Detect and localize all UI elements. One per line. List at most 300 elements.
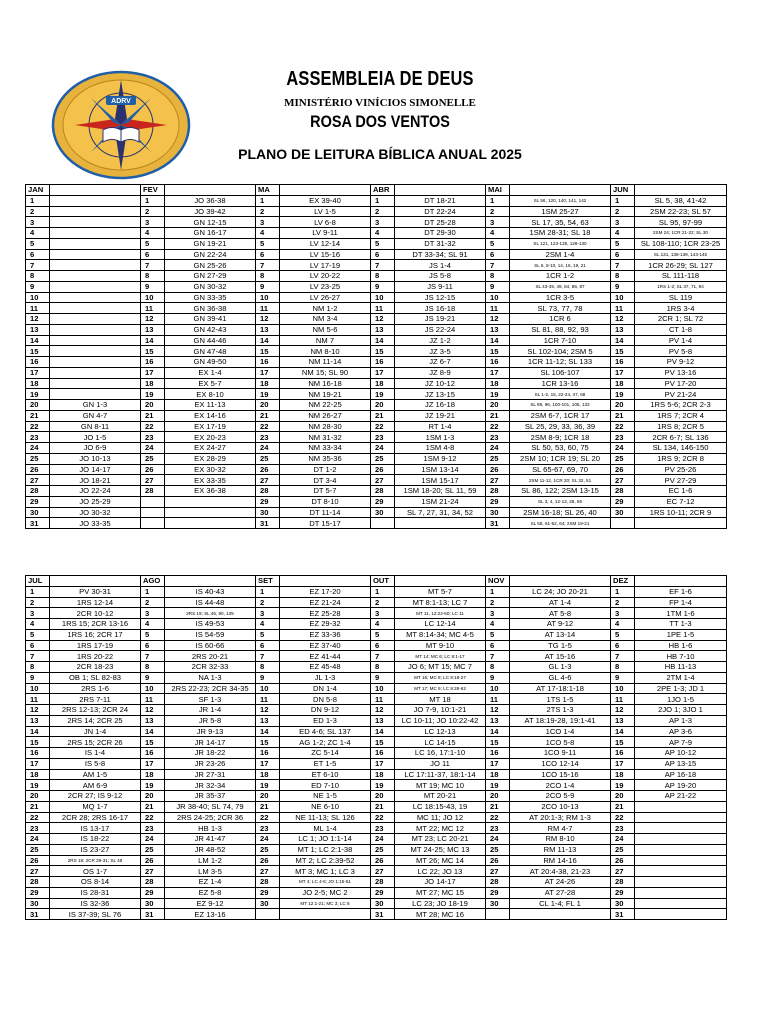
day-number-cell: 28	[26, 486, 50, 497]
table-row	[26, 737, 727, 748]
month-header: JAN	[26, 185, 50, 196]
reading-cell: GN 8-11	[50, 421, 141, 432]
table-row	[26, 855, 727, 866]
reading-cell: 2PE 1-3; JD 1	[635, 683, 727, 694]
day-number-cell: 28	[256, 486, 280, 497]
reading-cell: 2RS 1-6	[50, 683, 141, 694]
reading-cell: JO 33-35	[50, 518, 141, 529]
day-number-cell: 5	[26, 238, 50, 249]
day-number-cell: 29	[371, 887, 395, 898]
reading-cell	[50, 314, 141, 325]
day-number-cell: 29	[141, 887, 165, 898]
day-number-cell: 24	[256, 834, 280, 845]
table-row	[26, 769, 727, 780]
table-row	[26, 812, 727, 823]
day-number-cell: 26	[611, 464, 635, 475]
month-header-blank	[510, 185, 611, 196]
reading-cell: NM 31-32	[280, 432, 371, 443]
reading-cell: 2RS 19; SL 46, 80, 135	[165, 608, 256, 619]
table-row	[26, 367, 727, 378]
day-number-cell: 6	[486, 640, 510, 651]
day-number-cell: 8	[26, 271, 50, 282]
day-number-cell: 13	[26, 324, 50, 335]
reading-cell: GN 42-43	[165, 324, 256, 335]
day-number-cell: 27	[486, 866, 510, 877]
reading-cell: PV 13-16	[635, 367, 727, 378]
table-row	[26, 683, 727, 694]
day-number-cell: 23	[611, 823, 635, 834]
day-number-cell: 23	[141, 823, 165, 834]
day-number-cell: 26	[371, 464, 395, 475]
reading-cell: DT 3-4	[280, 475, 371, 486]
reading-cell: JO 39-42	[165, 206, 256, 217]
reading-cell: 2RS 24-25; 2CR 36	[165, 812, 256, 823]
day-number-cell: 25	[26, 844, 50, 855]
reading-cell: EX 20-23	[165, 432, 256, 443]
reading-cell: MT 3; MC 1; LC 3	[280, 866, 371, 877]
reading-table-first-semester	[25, 184, 727, 529]
reading-cell: DT 1-2	[280, 464, 371, 475]
day-number-cell: 14	[26, 335, 50, 346]
reading-cell: 1TM 1-6	[635, 608, 727, 619]
reading-cell: IS 49-53	[165, 619, 256, 630]
day-number-cell: 24	[26, 443, 50, 454]
reading-cell: LC 24; JO 20-21	[510, 586, 611, 597]
day-number-cell: 19	[371, 780, 395, 791]
day-number-cell: 27	[371, 475, 395, 486]
reading-cell: EZ 37-40	[280, 640, 371, 651]
day-number-cell: 5	[611, 238, 635, 249]
table-row	[26, 629, 727, 640]
reading-cell: LC 16, 17:1-10	[395, 748, 486, 759]
reading-cell: MT 8:1-13; LC 7	[395, 597, 486, 608]
day-number-cell: 12	[611, 705, 635, 716]
month-header: SET	[256, 576, 280, 587]
reading-cell: 2TS 1-3	[510, 705, 611, 716]
day-number-cell: 25	[141, 844, 165, 855]
reading-cell: EX 39-40	[280, 195, 371, 206]
month-header-blank	[635, 576, 727, 587]
day-number-cell: 8	[486, 271, 510, 282]
day-number-cell: 20	[611, 400, 635, 411]
table-row	[26, 464, 727, 475]
day-number-cell: 28	[486, 486, 510, 497]
day-number-cell: 17	[611, 758, 635, 769]
day-number-cell: 28	[611, 486, 635, 497]
reading-cell: MT 12:1-21; MC 3; LC 6	[280, 898, 371, 909]
day-number-cell: 9	[256, 672, 280, 683]
day-number-cell: 6	[371, 640, 395, 651]
day-number-cell: 30	[611, 898, 635, 909]
reading-cell: 2SM 22-23; SL 57	[635, 206, 727, 217]
reading-cell: EX 11-13	[165, 400, 256, 411]
reading-cell: GN 16-17	[165, 228, 256, 239]
table-row	[26, 887, 727, 898]
reading-cell: JO 30-32	[50, 507, 141, 518]
day-number-cell: 20	[611, 791, 635, 802]
reading-cell: TT 1-3	[635, 619, 727, 630]
day-number-cell	[141, 496, 165, 507]
reading-cell: LV 12-14	[280, 238, 371, 249]
reading-cell: GN 12-15	[165, 217, 256, 228]
day-number-cell: 26	[141, 855, 165, 866]
reading-cell: GN 30-32	[165, 281, 256, 292]
reading-cell: JZ 16-18	[395, 400, 486, 411]
table-row	[26, 877, 727, 888]
day-number-cell: 3	[141, 217, 165, 228]
day-number-cell: 15	[486, 737, 510, 748]
reading-cell: 2CO 10-13	[510, 801, 611, 812]
month-header-blank	[635, 185, 727, 196]
table-row	[26, 249, 727, 260]
reading-cell: SL 95, 97-99	[635, 217, 727, 228]
reading-cell: 1RS 3-4	[635, 303, 727, 314]
reading-cell: PV 5-8	[635, 346, 727, 357]
day-number-cell: 9	[26, 672, 50, 683]
reading-cell: LM 1-2	[165, 855, 256, 866]
reading-cell: EZ 25-28	[280, 608, 371, 619]
day-number-cell: 16	[26, 748, 50, 759]
reading-cell: SL 3, 4, 12-13, 28, 55	[510, 496, 611, 507]
day-number-cell: 12	[141, 705, 165, 716]
day-number-cell: 15	[611, 737, 635, 748]
reading-cell: 1SM 13-14	[395, 464, 486, 475]
reading-cell: ZC 5-14	[280, 748, 371, 759]
reading-cell: JO 6-9	[50, 443, 141, 454]
day-number-cell: 13	[486, 324, 510, 335]
reading-cell: 1SM 18-20; SL 11, 59	[395, 486, 486, 497]
reading-cell: 2SM 10; 1CR 19; SL 20	[510, 453, 611, 464]
reading-cell: 1CO 5-8	[510, 737, 611, 748]
day-number-cell: 25	[26, 453, 50, 464]
reading-cell: IS 32-36	[50, 898, 141, 909]
day-number-cell: 16	[256, 748, 280, 759]
day-number-cell: 22	[371, 421, 395, 432]
reading-cell: LC 12-14	[395, 619, 486, 630]
day-number-cell: 28	[371, 877, 395, 888]
day-number-cell: 23	[486, 432, 510, 443]
day-number-cell: 14	[611, 726, 635, 737]
reading-cell: AT 18:19-28, 19:1-41	[510, 715, 611, 726]
day-number-cell: 2	[256, 597, 280, 608]
table-row	[26, 672, 727, 683]
reading-cell: IS 54-59	[165, 629, 256, 640]
reading-cell: GN 44-46	[165, 335, 256, 346]
table-row	[26, 801, 727, 812]
reading-cell: JZ 8-9	[395, 367, 486, 378]
day-number-cell: 15	[256, 737, 280, 748]
reading-cell: LV 26-27	[280, 292, 371, 303]
reading-cell: JO 6; MT 15; MC 7	[395, 662, 486, 673]
day-number-cell: 14	[611, 335, 635, 346]
day-number-cell: 11	[256, 303, 280, 314]
reading-cell: 1CR 13-16	[510, 378, 611, 389]
day-number-cell: 5	[371, 238, 395, 249]
reading-cell: DT 5-7	[280, 486, 371, 497]
day-number-cell: 29	[256, 496, 280, 507]
reading-cell: NM 35-36	[280, 453, 371, 464]
reading-cell: SL 6, 8-10, 14, 16, 19, 21	[510, 260, 611, 271]
reading-cell	[635, 898, 727, 909]
reading-cell: 2CO 5-9	[510, 791, 611, 802]
reading-cell: SL 43-45, 49, 84, 85, 87	[510, 281, 611, 292]
day-number-cell: 14	[141, 335, 165, 346]
day-number-cell: 9	[486, 281, 510, 292]
reading-cell: JO 11	[395, 758, 486, 769]
day-number-cell: 3	[256, 217, 280, 228]
table-row	[26, 335, 727, 346]
day-number-cell: 18	[611, 378, 635, 389]
reading-cell: JS 9-11	[395, 281, 486, 292]
table-row	[26, 518, 727, 529]
reading-cell: NM 26-27	[280, 410, 371, 421]
reading-cell: SL 5, 38, 41-42	[635, 195, 727, 206]
month-header-blank	[280, 185, 371, 196]
day-number-cell: 26	[26, 464, 50, 475]
day-number-cell: 20	[256, 400, 280, 411]
reading-cell: JS 12-15	[395, 292, 486, 303]
reading-cell: EX 36-38	[165, 486, 256, 497]
reading-cell: NM 28-30	[280, 421, 371, 432]
day-number-cell: 21	[371, 801, 395, 812]
day-number-cell	[371, 518, 395, 529]
reading-cell: NM 16-18	[280, 378, 371, 389]
day-number-cell: 31	[256, 518, 280, 529]
reading-cell: OS 8-14	[50, 877, 141, 888]
day-number-cell: 14	[26, 726, 50, 737]
table-row	[26, 780, 727, 791]
day-number-cell: 15	[371, 737, 395, 748]
day-number-cell: 18	[26, 378, 50, 389]
day-number-cell: 10	[26, 683, 50, 694]
day-number-cell: 14	[256, 335, 280, 346]
reading-cell: GN 25-26	[165, 260, 256, 271]
day-number-cell: 12	[371, 705, 395, 716]
reading-cell: EZ 1-4	[165, 877, 256, 888]
month-header: MAI	[486, 185, 510, 196]
reading-cell: JO 1-5	[50, 432, 141, 443]
reading-cell: DT 11-14	[280, 507, 371, 518]
reading-cell: PV 25-26	[635, 464, 727, 475]
table-row	[26, 443, 727, 454]
reading-cell: SF 1-3	[165, 694, 256, 705]
day-number-cell: 25	[371, 844, 395, 855]
day-number-cell: 1	[371, 195, 395, 206]
day-number-cell: 28	[26, 877, 50, 888]
reading-cell: JZ 10-12	[395, 378, 486, 389]
reading-cell	[50, 378, 141, 389]
reading-cell: JZ 13-15	[395, 389, 486, 400]
reading-cell: 1CO 1-4	[510, 726, 611, 737]
day-number-cell: 30	[26, 898, 50, 909]
day-number-cell: 9	[371, 672, 395, 683]
reading-cell	[165, 507, 256, 518]
table-row	[26, 597, 727, 608]
day-number-cell: 6	[256, 249, 280, 260]
reading-cell	[280, 909, 371, 920]
day-number-cell: 27	[256, 475, 280, 486]
reading-cell: EX 24-27	[165, 443, 256, 454]
month-header-blank	[395, 185, 486, 196]
day-number-cell: 3	[256, 608, 280, 619]
day-number-cell: 1	[26, 586, 50, 597]
reading-cell: 2CR 32-33	[165, 662, 256, 673]
reading-cell: JO 14-17	[395, 877, 486, 888]
day-number-cell: 16	[371, 748, 395, 759]
reading-cell: JO 10-13	[50, 453, 141, 464]
day-number-cell: 21	[26, 410, 50, 421]
day-number-cell: 30	[486, 898, 510, 909]
reading-cell: JR 48-52	[165, 844, 256, 855]
table-row	[26, 715, 727, 726]
day-number-cell: 3	[611, 608, 635, 619]
reading-cell: GN 4-7	[50, 410, 141, 421]
day-number-cell	[141, 518, 165, 529]
day-number-cell: 7	[141, 260, 165, 271]
reading-cell: 1RS 17-19	[50, 640, 141, 651]
day-number-cell: 4	[611, 228, 635, 239]
day-number-cell: 10	[486, 292, 510, 303]
reading-cell: ED 4-6; SL 137	[280, 726, 371, 737]
day-number-cell: 16	[256, 357, 280, 368]
day-number-cell: 10	[141, 292, 165, 303]
reading-cell	[50, 195, 141, 206]
reading-cell	[50, 206, 141, 217]
day-number-cell: 15	[141, 737, 165, 748]
reading-cell: 1RS 8; 2CR 5	[635, 421, 727, 432]
reading-cell	[50, 324, 141, 335]
day-number-cell: 26	[256, 464, 280, 475]
reading-cell: MT 9-10	[395, 640, 486, 651]
reading-cell	[635, 844, 727, 855]
reading-cell: MT 26; MC 14	[395, 855, 486, 866]
reading-cell: ET 1-5	[280, 758, 371, 769]
day-number-cell: 9	[486, 672, 510, 683]
day-number-cell: 13	[371, 324, 395, 335]
day-number-cell: 26	[256, 855, 280, 866]
day-number-cell: 15	[141, 346, 165, 357]
month-header: OUT	[371, 576, 395, 587]
reading-cell: EX 1-4	[165, 367, 256, 378]
day-number-cell: 28	[371, 486, 395, 497]
reading-cell: EZ 13-16	[165, 909, 256, 920]
reading-cell	[50, 217, 141, 228]
day-number-cell: 4	[141, 619, 165, 630]
day-number-cell: 20	[371, 791, 395, 802]
day-number-cell: 21	[256, 410, 280, 421]
reading-cell: 2SM 16-18; SL 26, 40	[510, 507, 611, 518]
reading-cell	[510, 909, 611, 920]
day-number-cell: 8	[486, 662, 510, 673]
reading-cell: EX 17-19	[165, 421, 256, 432]
day-number-cell: 31	[141, 909, 165, 920]
day-number-cell: 15	[26, 737, 50, 748]
day-number-cell: 10	[141, 683, 165, 694]
reading-cell: SL 73, 77, 78	[510, 303, 611, 314]
day-number-cell: 19	[26, 780, 50, 791]
reading-cell: 1SM 28-31; SL 18	[510, 228, 611, 239]
reading-cell: 1TS 1-5	[510, 694, 611, 705]
table-row	[26, 228, 727, 239]
day-number-cell: 2	[141, 597, 165, 608]
reading-cell: AT 5-8	[510, 608, 611, 619]
day-number-cell: 1	[611, 195, 635, 206]
day-number-cell: 11	[486, 303, 510, 314]
reading-cell: IS 5-8	[50, 758, 141, 769]
reading-cell: 1RS 10-11; 2CR 9	[635, 507, 727, 518]
reading-cell: JR 1-4	[165, 705, 256, 716]
day-number-cell: 31	[26, 518, 50, 529]
day-number-cell: 16	[141, 357, 165, 368]
table-row	[26, 791, 727, 802]
reading-cell	[395, 518, 486, 529]
day-number-cell: 7	[256, 260, 280, 271]
reading-cell: DT 25-28	[395, 217, 486, 228]
day-number-cell: 15	[26, 346, 50, 357]
day-number-cell: 29	[611, 887, 635, 898]
reading-cell: MT 1; LC 2:1-38	[280, 844, 371, 855]
reading-cell: EZ 45-48	[280, 662, 371, 673]
reading-cell	[50, 292, 141, 303]
reading-cell: IS 60-66	[165, 640, 256, 651]
day-number-cell: 15	[371, 346, 395, 357]
reading-cell: MQ 1-7	[50, 801, 141, 812]
reading-cell: AM 6-9	[50, 780, 141, 791]
reading-cell: 2CR 1; SL 72	[635, 314, 727, 325]
reading-cell: AP 7-9	[635, 737, 727, 748]
reading-cell: NM 7	[280, 335, 371, 346]
reading-cell: SL 89, 96, 100-101, 105, 132	[510, 400, 611, 411]
reading-cell: LC 1; JO 1:1-14	[280, 834, 371, 845]
day-number-cell: 21	[486, 801, 510, 812]
reading-cell: SL 1-2, 15, 22-24, 47, 68	[510, 389, 611, 400]
reading-cell: OS 1-7	[50, 866, 141, 877]
day-number-cell: 6	[141, 640, 165, 651]
day-number-cell: 24	[371, 834, 395, 845]
reading-cell: ET 6-10	[280, 769, 371, 780]
reading-cell: AT 24-26	[510, 877, 611, 888]
day-number-cell: 18	[256, 378, 280, 389]
day-number-cell: 28	[486, 877, 510, 888]
day-number-cell: 16	[371, 357, 395, 368]
day-number-cell: 6	[26, 640, 50, 651]
day-number-cell: 13	[256, 715, 280, 726]
reading-cell: JZ 6-7	[395, 357, 486, 368]
reading-cell: MT 16; MC 8; LC 9:18-27	[395, 672, 486, 683]
reading-cell: SL 7, 27, 31, 34, 52	[395, 507, 486, 518]
day-number-cell: 24	[26, 834, 50, 845]
day-number-cell: 29	[486, 496, 510, 507]
reading-cell: AT 13-14	[510, 629, 611, 640]
reading-cell: RT 1-4	[395, 421, 486, 432]
day-number-cell: 14	[141, 726, 165, 737]
day-number-cell: 25	[256, 453, 280, 464]
month-header-blank	[165, 576, 256, 587]
reading-cell: NA 1-3	[165, 672, 256, 683]
reading-cell: SL 50, 53, 60, 75	[510, 443, 611, 454]
table-row	[26, 378, 727, 389]
reading-cell: 1CR 6	[510, 314, 611, 325]
month-header: MA	[256, 185, 280, 196]
day-number-cell: 16	[141, 748, 165, 759]
reading-cell: MC 11; JO 12	[395, 812, 486, 823]
reading-cell: 1SM 15-17	[395, 475, 486, 486]
reading-cell: JO 36-38	[165, 195, 256, 206]
table-row	[26, 453, 727, 464]
day-number-cell: 7	[611, 651, 635, 662]
table-row	[26, 238, 727, 249]
reading-cell: RM 8-10	[510, 834, 611, 845]
